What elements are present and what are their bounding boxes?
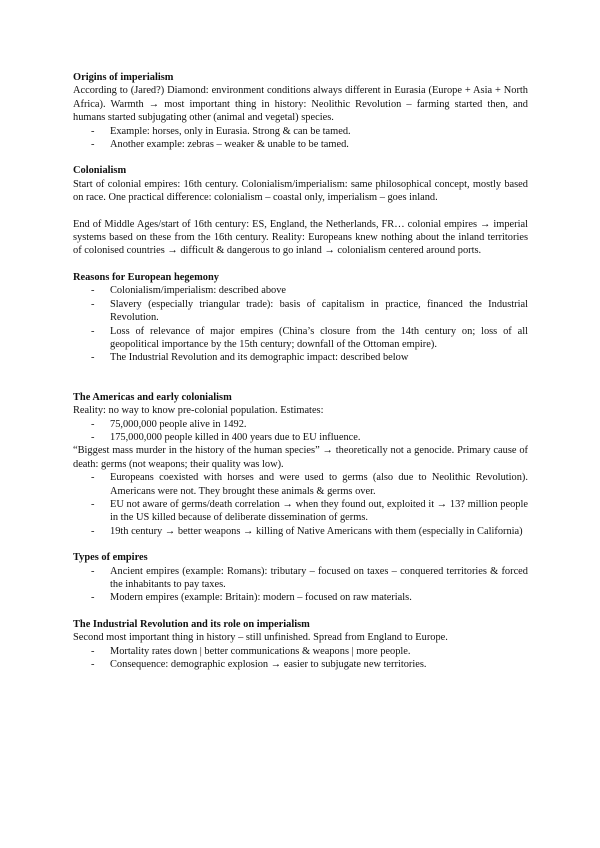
list-item: - 175,000,000 people killed in 400 years due to EU influence. bbox=[73, 431, 528, 444]
paragraph: Start of colonial empires: 16th century. Colonialism/imperialism: same philosophical concept, mostly based on race. One practical difference: colonialism – coastal only, imperialism – goes inland. bbox=[73, 178, 528, 204]
section-origins-of-imperialism bbox=[73, 71, 528, 151]
list-item: - Loss of relevance of major empires (China’s closure from the 14th century on; loss of all geopolitical importance by the 15th century; downfall of the Ottoman empire). bbox=[73, 325, 528, 352]
section-heading: The Industrial Revolution and its role on imperialism bbox=[73, 618, 310, 630]
paragraph: According to (Jared?) Diamond: environment conditions always different in Eurasia (Europe + Asia + North Africa). Warmth → most important thing in history: Neolithic Revolution – farming started then, and humans started subjugating other (animal and vegetal) species. bbox=[73, 85, 528, 124]
section-industrial-revolution bbox=[73, 618, 528, 672]
bullet-list bbox=[73, 471, 528, 538]
section-heading: Colonialism bbox=[73, 165, 127, 177]
list-item: - Colonialism/imperialism: described above bbox=[73, 284, 528, 297]
section-heading: Origins of imperialism bbox=[73, 72, 174, 83]
section-heading: The Americas and early colonialism bbox=[73, 391, 232, 403]
section-heading: Types of empires bbox=[73, 552, 148, 564]
paragraph: Reality: no way to know pre-colonial population. Estimates: bbox=[73, 405, 324, 417]
list-item: - Europeans coexisted with horses and were used to germs (also due to Neolithic Revolution). Americans were not. They brought these animals & germs over. bbox=[73, 471, 528, 498]
section-colonialism bbox=[73, 164, 528, 257]
list-item: - Slavery (especially triangular trade): basis of capitalism in practice, financed the Industrial Revolution. bbox=[73, 298, 528, 325]
list-item: - 75,000,000 people alive in 1492. bbox=[73, 418, 528, 431]
list-item: - Consequence: demographic explosion → easier to subjugate new territories. bbox=[73, 658, 528, 671]
bullet-list bbox=[73, 418, 528, 445]
paragraph: Second most important thing in history – still unfinished. Spread from England to Europe. bbox=[73, 632, 448, 644]
list-item: - Example: horses, only in Eurasia. Strong & can be tamed. bbox=[73, 125, 528, 138]
section-americas-early-colonialism bbox=[73, 391, 528, 538]
bullet-list bbox=[73, 125, 528, 152]
section-heading: Reasons for European hegemony bbox=[73, 271, 219, 283]
list-item: - Ancient empires (example: Romans): tributary – focused on taxes – conquered territories & forced the inhabitants to pay taxes. bbox=[73, 565, 528, 592]
list-item: - The Industrial Revolution and its demographic impact: described below bbox=[73, 351, 528, 364]
document-body bbox=[73, 71, 528, 684]
list-item: - Mortality rates down | better communications & weapons | more people. bbox=[73, 645, 528, 658]
list-item: - Another example: zebras – weaker & unable to be tamed. bbox=[73, 138, 528, 151]
paragraph: “Biggest mass murder in the history of the human species” → theoretically not a genocide. Primary cause of death: germs (not weapons; their quality was low). bbox=[73, 445, 528, 470]
list-item: - 19th century → better weapons → killing of Native Americans with them (especially in California) bbox=[73, 525, 528, 538]
section-reasons-for-european-hegemony bbox=[73, 271, 528, 365]
bullet-list bbox=[73, 645, 528, 672]
section-types-of-empires bbox=[73, 551, 528, 605]
list-item: - Modern empires (example: Britain): modern – focused on raw materials. bbox=[73, 591, 528, 604]
bullet-list bbox=[73, 284, 528, 364]
list-item: - EU not aware of germs/death correlation → when they found out, exploited it → 13? million people in the US killed because of deliberate dissemination of germs. bbox=[73, 498, 528, 525]
bullet-list bbox=[73, 565, 528, 605]
paragraph: End of Middle Ages/start of 16th century: ES, England, the Netherlands, FR… colonial empires → imperial systems based on these from the 16th century. Reality: Europeans knew nothing about the inland territories of colonised countries → difficult & dangerous to go inland → colonialism centered around ports. bbox=[73, 218, 528, 257]
